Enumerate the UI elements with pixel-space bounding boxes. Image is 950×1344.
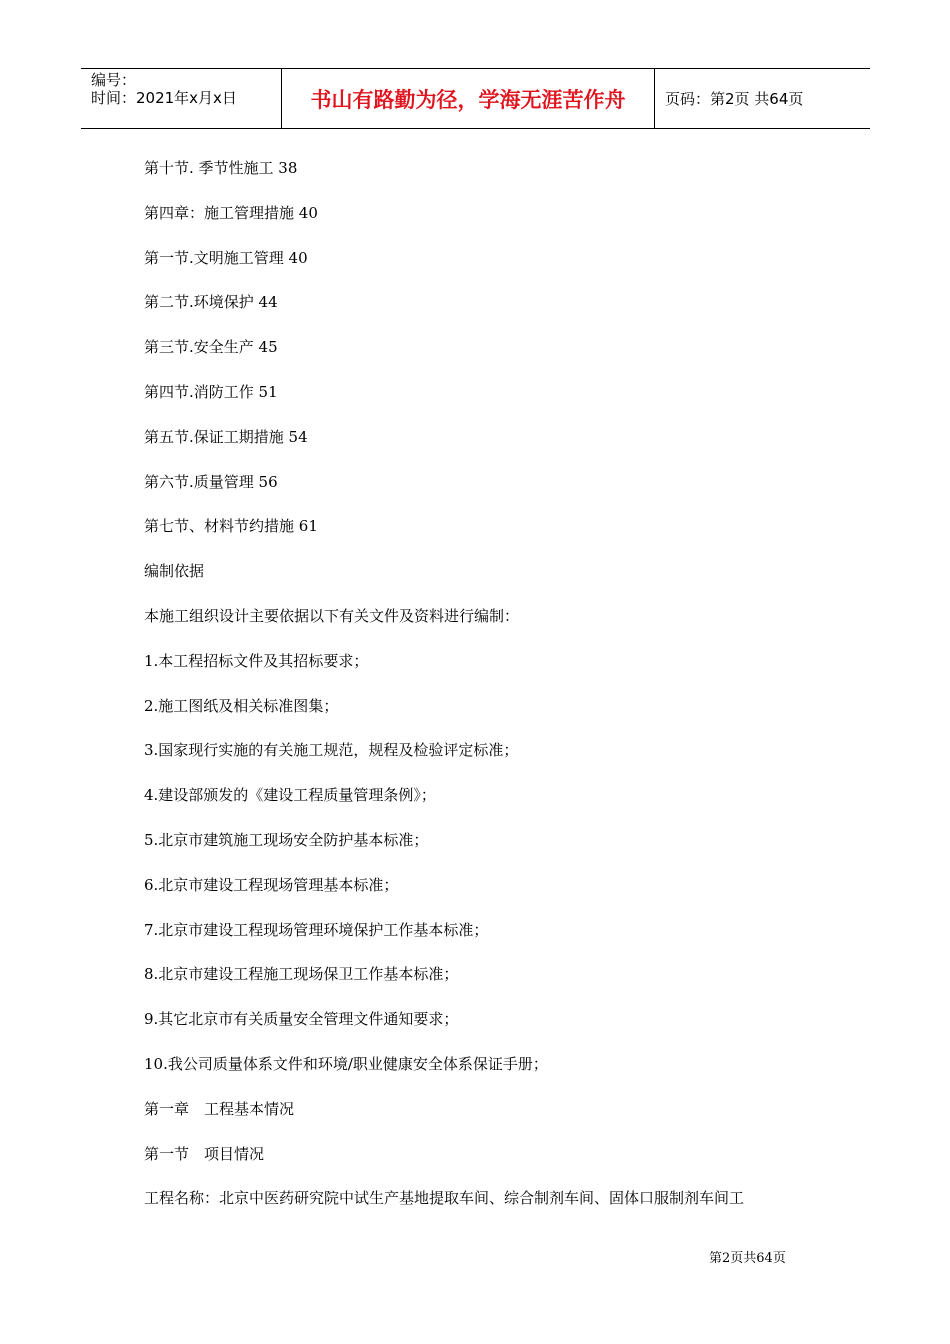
- list-item: 7.北京市建设工程现场管理环境保护工作基本标准；: [144, 920, 489, 939]
- text-line: 第一节.文明施工管理 40: [144, 248, 308, 267]
- text-line: 第三节.安全生产 45: [144, 338, 278, 357]
- text-line: 本施工组织设计主要依据以下有关文件及资料进行编制：: [144, 606, 520, 625]
- text-line: 第七节、材料节约措施 61: [144, 517, 318, 536]
- list-item: 8.北京市建设工程施工现场保卫工作基本标准；: [144, 965, 459, 984]
- header-page-info: 页码：第2页 共64页: [665, 90, 804, 108]
- list-item: 9.其它北京市有关质量安全管理文件通知要求；: [144, 1010, 459, 1029]
- list-item: 4.建设部颁发的《建设工程质量管理条例》；: [144, 786, 436, 805]
- page-footer: 第2页共64页: [709, 1251, 786, 1266]
- text-line: 第二节.环境保护 44: [144, 293, 278, 312]
- document-body: [144, 154, 824, 1229]
- list-item: 5.北京市建筑施工现场安全防护基本标准；: [144, 830, 429, 849]
- chapter-heading: 第一章 工程基本情况: [144, 1099, 295, 1118]
- list-item: 10.我公司质量体系文件和环境/职业健康安全体系保证手册；: [144, 1054, 548, 1073]
- text-line: 第五节.保证工期措施 54: [144, 427, 308, 446]
- document-number-label: 编号：: [91, 71, 137, 89]
- list-item: 1.本工程招标文件及其招标要求；: [144, 651, 369, 670]
- header-meta: [81, 69, 281, 128]
- text-line: 第六节.质量管理 56: [144, 472, 278, 491]
- list-item: 2.施工图纸及相关标准图集；: [144, 696, 339, 715]
- section-heading: 编制依据: [144, 562, 205, 581]
- header-motto: 书山有路勤为径，学海无涯苦作舟: [281, 69, 655, 128]
- text-line: 工程名称：北京中医药研究院中试生产基地提取车间、综合制剂车间、固体口服制剂车间工: [144, 1189, 745, 1208]
- text-line: 第四节.消防工作 51: [144, 382, 278, 401]
- list-item: 3.国家现行实施的有关施工规范，规程及检验评定标准；: [144, 741, 519, 760]
- text-line: 第十节. 季节性施工 38: [144, 159, 298, 177]
- list-item: 6.北京市建设工程现场管理基本标准；: [144, 875, 399, 894]
- page-header: [81, 68, 870, 129]
- section-heading: 第一节 项目情况: [144, 1144, 265, 1163]
- text-line: 第四章：施工管理措施 40: [144, 203, 318, 222]
- document-date-label: 时间：2021年x月x日: [91, 89, 237, 107]
